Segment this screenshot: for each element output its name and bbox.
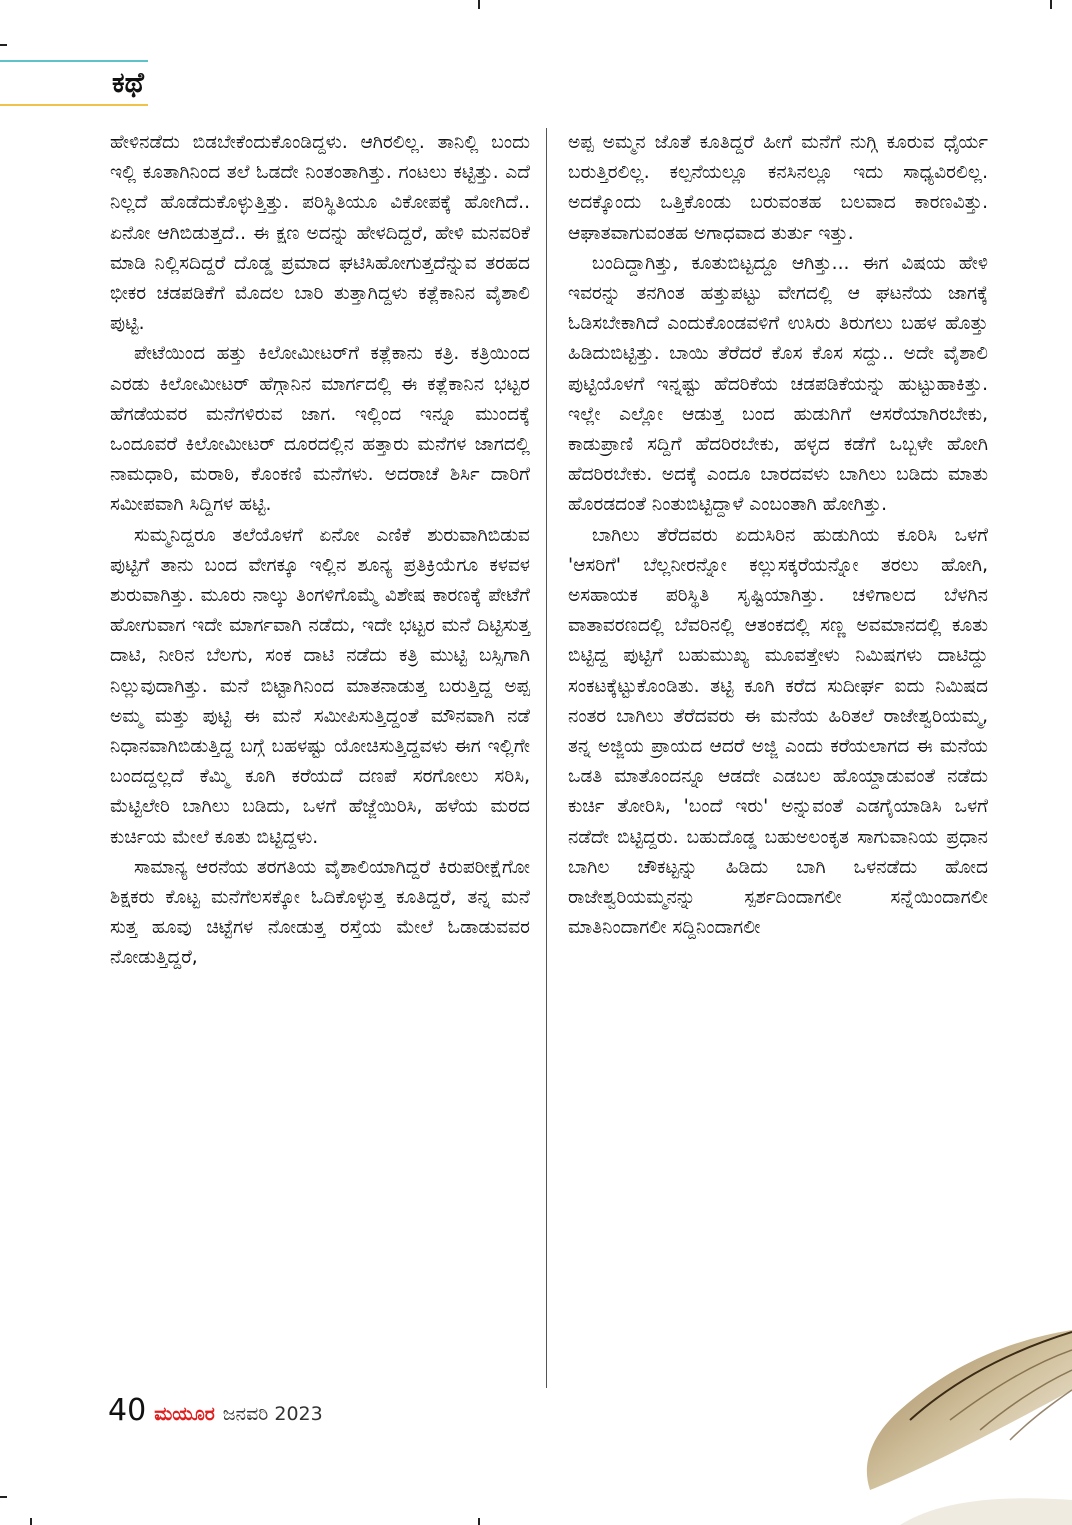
paragraph: ಬಂದಿದ್ದಾಗಿತ್ತು, ಕೂತುಬಿಟ್ಟದ್ದೂ ಆಗಿತ್ತು... ಈಗ ವಿಷಯ ಹೇಳಿ ಇವರನ್ನು ತನಗಿಂತ ಹತ್ತುಪಟ್ಟು ವೇಗದಲ್ಲಿ ಆ ಘಟನೆಯ ಜಾಗಕ್ಕೆ ಓಡಿಸಬೇಕಾಗಿದೆ ಎಂದುಕೊಂಡವಳಿಗೆ ಉಸಿರು ತಿರುಗಲು ಬಹಳ ಹೊತ್ತು ಹಿಡಿದುಬಿಟ್ಟಿತ್ತು. ಬಾಯಿ ತೆರೆದರೆ ಕೊಸ ಕೊಸ ಸದ್ದು.. ಅದೇ ವೈಶಾಲಿ ಪುಟ್ಟಿಯೊಳಗೆ ಇನ್ನಷ್ಟು ಹೆದರಿಕೆಯ ಚಡಪಡಿಕೆಯನ್ನು ಹುಟ್ಟುಹಾಕಿತ್ತು. ಇಲ್ಲೇ ಎಲ್ಲೋ ಆಡುತ್ತ ಬಂದ ಹುಡುಗಿಗೆ ಆಸರೆಯಾಗಿರಬೇಕು, ಕಾಡುಪ್ರಾಣಿ ಸದ್ದಿಗೆ ಹೆದರಿರಬೇಕು, ಹಳ್ಳದ ಕಡೆಗೆ ಒಬ್ಬಳೇ ಹೋಗಿ ಹೆದರಿರಬೇಕು. ಅದಕ್ಕೆ ಎಂದೂ ಬಾರದವಳು ಬಾಗಿಲು ಬಡಿದು ಮಾತು ಹೊರಡದಂತೆ ನಿಂತುಬಿಟ್ಟಿದ್ದಾಳೆ ಎಂಬಂತಾಗಿ ಹೋಗಿತ್ತು. <box>568 252 988 516</box>
paragraph: ಪೇಟೆಯಿಂದ ಹತ್ತು ಕಿಲೋಮೀಟರ್‌ಗೆ ಕತ್ಲೆಕಾನು ಕತ್ರಿ. ಕತ್ರಿಯಿಂದ ಎರಡು ಕಿಲೋಮೀಟರ್ ಹೆಗ್ಗಾನಿನ ಮಾರ್ಗದಲ್ಲಿ ಈ ಕತ್ಲೆಕಾನಿನ ಭಟ್ಟರ ಹೆಗಡೆಯವರ ಮನೆಗಳಿರುವ ಜಾಗ. ಇಲ್ಲಿಂದ ಇನ್ನೂ ಮುಂದಕ್ಕೆ ಒಂದೂವರೆ ಕಿಲೋಮೀಟರ್ ದೂರದಲ್ಲಿನ ಹತ್ತಾರು ಮನೆಗಳ ಜಾಗದಲ್ಲಿ ನಾಮಧಾರಿ, ಮರಾಠಿ, ಕೊಂಕಣಿ ಮನೆಗಳು. ಅದರಾಚೆ ಶಿರ್ಸಿ ದಾರಿಗೆ ಸಮೀಪವಾಗಿ ಸಿದ್ದಿಗಳ ಹಟ್ಟಿ. <box>110 343 530 516</box>
paragraph: ಸುಮ್ಮನಿದ್ದರೂ ತಲೆಯೊಳಗೆ ಏನೋ ಎಣಿಕೆ ಶುರುವಾಗಿಬಿಡುವ ಪುಟ್ಟಿಗೆ ತಾನು ಬಂದ ವೇಗಕ್ಕೂ ಇಲ್ಲಿನ ಶೂನ್ಯ ಪ್ರತಿಕ್ರಿಯೆಗೂ ಕಳವಳ ಶುರುವಾಗಿತ್ತು. ಮೂರು ನಾಲ್ಕು ತಿಂಗಳಿಗೊಮ್ಮೆ ವಿಶೇಷ ಕಾರಣಕ್ಕೆ ಪೇಟೆಗೆ ಹೋಗುವಾಗ ಇದೇ ಮಾರ್ಗವಾಗಿ ನಡೆದು, ಇದೇ ಭಟ್ಟರ ಮನೆ ದಿಟ್ಟಿಸುತ್ತ ದಾಟಿ, ನೀರಿನ ಬೆಲಗು, ಸಂಕ ದಾಟಿ ನಡೆದು ಕತ್ರಿ ಮುಟ್ಟಿ ಬಸ್ಸಿಗಾಗಿ ನಿಲ್ಲುವುದಾಗಿತ್ತು. ಮನೆ ಬಿಟ್ಟಾಗಿನಿಂದ ಮಾತನಾಡುತ್ತ ಬರುತ್ತಿದ್ದ ಅಪ್ಪ ಅಮ್ಮ ಮತ್ತು ಪುಟ್ಟಿ ಈ ಮನೆ ಸಮೀಪಿಸುತ್ತಿದ್ದಂತೆ ಮೌನವಾಗಿ ನಡೆ ನಿಧಾನವಾಗಿಬಿಡುತ್ತಿದ್ದ ಬಗ್ಗೆ ಬಹಳಷ್ಟು ಯೋಚಿಸುತ್ತಿದ್ದವಳು ಈಗ ಇಲ್ಲಿಗೇ ಬಂದದ್ದಲ್ಲದೆ ಕೆಮ್ಮಿ ಕೂಗಿ ಕರೆಯದೆ ದಣಪೆ ಸರಗೋಲು ಸರಿಸಿ, ಮೆಟ್ಟಿಲೇರಿ ಬಾಗಿಲು ಬಡಿದು, ಒಳಗೆ ಹೆಜ್ಜೆಯಿರಿಸಿ, ಹಳೆಯ ಮರದ ಕುರ್ಚಿಯ ಮೇಲೆ ಕೂತು ಬಿಟ್ಟಿದ್ದಳು. <box>110 524 530 848</box>
magazine-logo: ಮಯೂರ <box>154 1403 215 1425</box>
page-number: 40 <box>108 1393 147 1428</box>
crop-mark-top <box>478 0 480 9</box>
crop-mark-left-top <box>0 44 7 46</box>
page-footer <box>108 1394 323 1430</box>
article-column-left <box>110 128 530 974</box>
paragraph: ಹೇಳಿನಡೆದು ಬಿಡಬೇಕೆಂದುಕೊಂಡಿದ್ದಳು. ಆಗಿರಲಿಲ್ಲ. ತಾನಿಲ್ಲಿ ಬಂದು ಇಲ್ಲಿ ಕೂತಾಗಿನಿಂದ ತಲೆ ಓಡದೇ ನಿಂತಂತಾಗಿತ್ತು. ಗಂಟಲು ಕಟ್ಟಿತ್ತು. ಎದೆ ನಿಲ್ಲದೆ ಹೊಡೆದುಕೊಳ್ಳುತ್ತಿತ್ತು. ಪರಿಸ್ಥಿತಿಯೂ ವಿಕೋಪಕ್ಕೆ ಹೋಗಿದೆ.. ಏನೋ ಆಗಿಬಿಡುತ್ತದೆ.. ಈ ಕ್ಷಣ ಅದನ್ನು ಹೇಳದಿದ್ದರೆ, ಹೇಳಿ ಮನವರಿಕೆ ಮಾಡಿ ನಿಲ್ಲಿಸದಿದ್ದರೆ ದೊಡ್ಡ ಪ್ರಮಾದ ಘಟಿಸಿಹೋಗುತ್ತದೆನ್ನುವ ತರಹದ ಭೀಕರ ಚಡಪಡಿಕೆಗೆ ಮೊದಲ ಬಾರಿ ತುತ್ತಾಗಿದ್ದಳು ಕತ್ಲೆಕಾನಿನ ವೈಶಾಲಿ ಪುಟ್ಟಿ. <box>110 132 530 335</box>
crop-mark-bottom <box>30 1518 32 1525</box>
section-rule-top <box>0 60 148 62</box>
feather-illustration <box>840 1320 1072 1525</box>
paragraph: ಬಾಗಿಲು ತೆರೆದವರು ಏದುಸಿರಿನ ಹುಡುಗಿಯ ಕೂರಿಸಿ ಒಳಗೆ 'ಆಸರಿಗೆ' ಬೆಲ್ಲನೀರನ್ನೋ ಕಲ್ಲುಸಕ್ಕರೆಯನ್ನೋ ತರಲು ಹೋಗಿ, ಅಸಹಾಯಕ ಪರಿಸ್ಥಿತಿ ಸೃಷ್ಟಿಯಾಗಿತ್ತು. ಚಳಿಗಾಲದ ಬೆಳಗಿನ ವಾತಾವರಣದಲ್ಲಿ ಬೆವರಿನಲ್ಲಿ ಆತಂಕದಲ್ಲಿ ಸಣ್ಣ ಅವಮಾನದಲ್ಲಿ ಕೂತು ಬಿಟ್ಟಿದ್ದ ಪುಟ್ಟಿಗೆ ಬಹುಮುಖ್ಯ ಮೂವತ್ತೇಳು ನಿಮಿಷಗಳು ದಾಟಿದ್ದು ಸಂಕಟಕ್ಕೆಟ್ಟುಕೊಂಡಿತು. ತಟ್ಟಿ ಕೂಗಿ ಕರೆದ ಸುದೀರ್ಘ ಐದು ನಿಮಿಷದ ನಂತರ ಬಾಗಿಲು ತೆರೆದವರು ಈ ಮನೆಯ ಹಿರಿತಲೆ ರಾಜೇಶ್ವರಿಯಮ್ಮ, ತನ್ನ ಅಜ್ಜಿಯ ಪ್ರಾಯದ ಆದರೆ ಅಜ್ಜಿ ಎಂದು ಕರೆಯಲಾಗದ ಈ ಮನೆಯ ಒಡತಿ ಮಾತೊಂದನ್ನೂ ಆಡದೇ ಎಡಬಲ ಹೊಯ್ದಾಡುವಂತೆ ನಡೆದು ಕುರ್ಚಿ ತೋರಿಸಿ, 'ಬಂದೆ ಇರು' ಅನ್ನುವಂತೆ ಎಡಗೈಯಾಡಿಸಿ ಒಳಗೆ ನಡೆದೇ ಬಿಟ್ಟಿದ್ದರು. ಬಹುದೊಡ್ಡ ಬಹುಅಲಂಕೃತ ಸಾಗುವಾನಿಯ ಪ್ರಧಾನ ಬಾಗಿಲ ಚೌಕಟ್ಟನ್ನು ಹಿಡಿದು ಬಾಗಿ ಒಳನಡೆದು ಹೋದ ರಾಜೇಶ್ವರಿಯಮ್ಮನನ್ನು ಸ್ಪರ್ಶದಿಂದಾಗಲೀ ಸನ್ನೆಯಿಂದಾಗಲೀ ಮಾತಿನಿಂದಾಗಲೀ ಸದ್ದಿನಿಂದಾಗಲೀ <box>568 524 988 939</box>
crop-mark-left-bottom <box>0 1496 7 1498</box>
article-column-right <box>568 128 988 943</box>
crop-mark-top-right <box>1050 0 1052 9</box>
crop-mark-bottom-mid <box>478 1518 480 1525</box>
section-label: ಕಥೆ <box>112 66 144 99</box>
issue-date: ಜನವರಿ 2023 <box>222 1403 323 1425</box>
paragraph: ಅಪ್ಪ ಅಮ್ಮನ ಜೊತೆ ಕೂತಿದ್ದರೆ ಹೀಗೆ ಮನೆಗೆ ನುಗ್ಗಿ ಕೂರುವ ಧೈರ್ಯ ಬರುತ್ತಿರಲಿಲ್ಲ. ಕಲ್ಪನೆಯಲ್ಲೂ ಕನಸಿನಲ್ಲೂ ಇದು ಸಾಧ್ಯವಿರಲಿಲ್ಲ. ಅದಕ್ಕೊಂದು ಒತ್ತಿಕೊಂಡು ಬರುವಂತಹ ಬಲವಾದ ಕಾರಣವಿತ್ತು. ಆಘಾತವಾಗುವಂತಹ ಅಗಾಧವಾದ ತುರ್ತು ಇತ್ತು. <box>568 132 988 244</box>
section-rule-bottom <box>0 104 148 106</box>
paragraph: ಸಾಮಾನ್ಯ ಆರನೆಯ ತರಗತಿಯ ವೈಶಾಲಿಯಾಗಿದ್ದರೆ ಕಿರುಪರೀಕ್ಷೆಗೋ ಶಿಕ್ಷಕರು ಕೊಟ್ಟ ಮನೆಗೆಲಸಕ್ಕೋ ಓದಿಕೊಳ್ಳುತ್ತ ಕೂತಿದ್ದರೆ, ತನ್ನ ಮನೆ ಸುತ್ತ ಹೂವು ಚಿಟ್ಟೆಗಳ ನೋಡುತ್ತ ರಸ್ತೆಯ ಮೇಲೆ ಓಡಾಡುವವರ ನೋಡುತ್ತಿದ್ದರೆ, <box>110 856 530 969</box>
column-divider <box>546 128 547 1388</box>
